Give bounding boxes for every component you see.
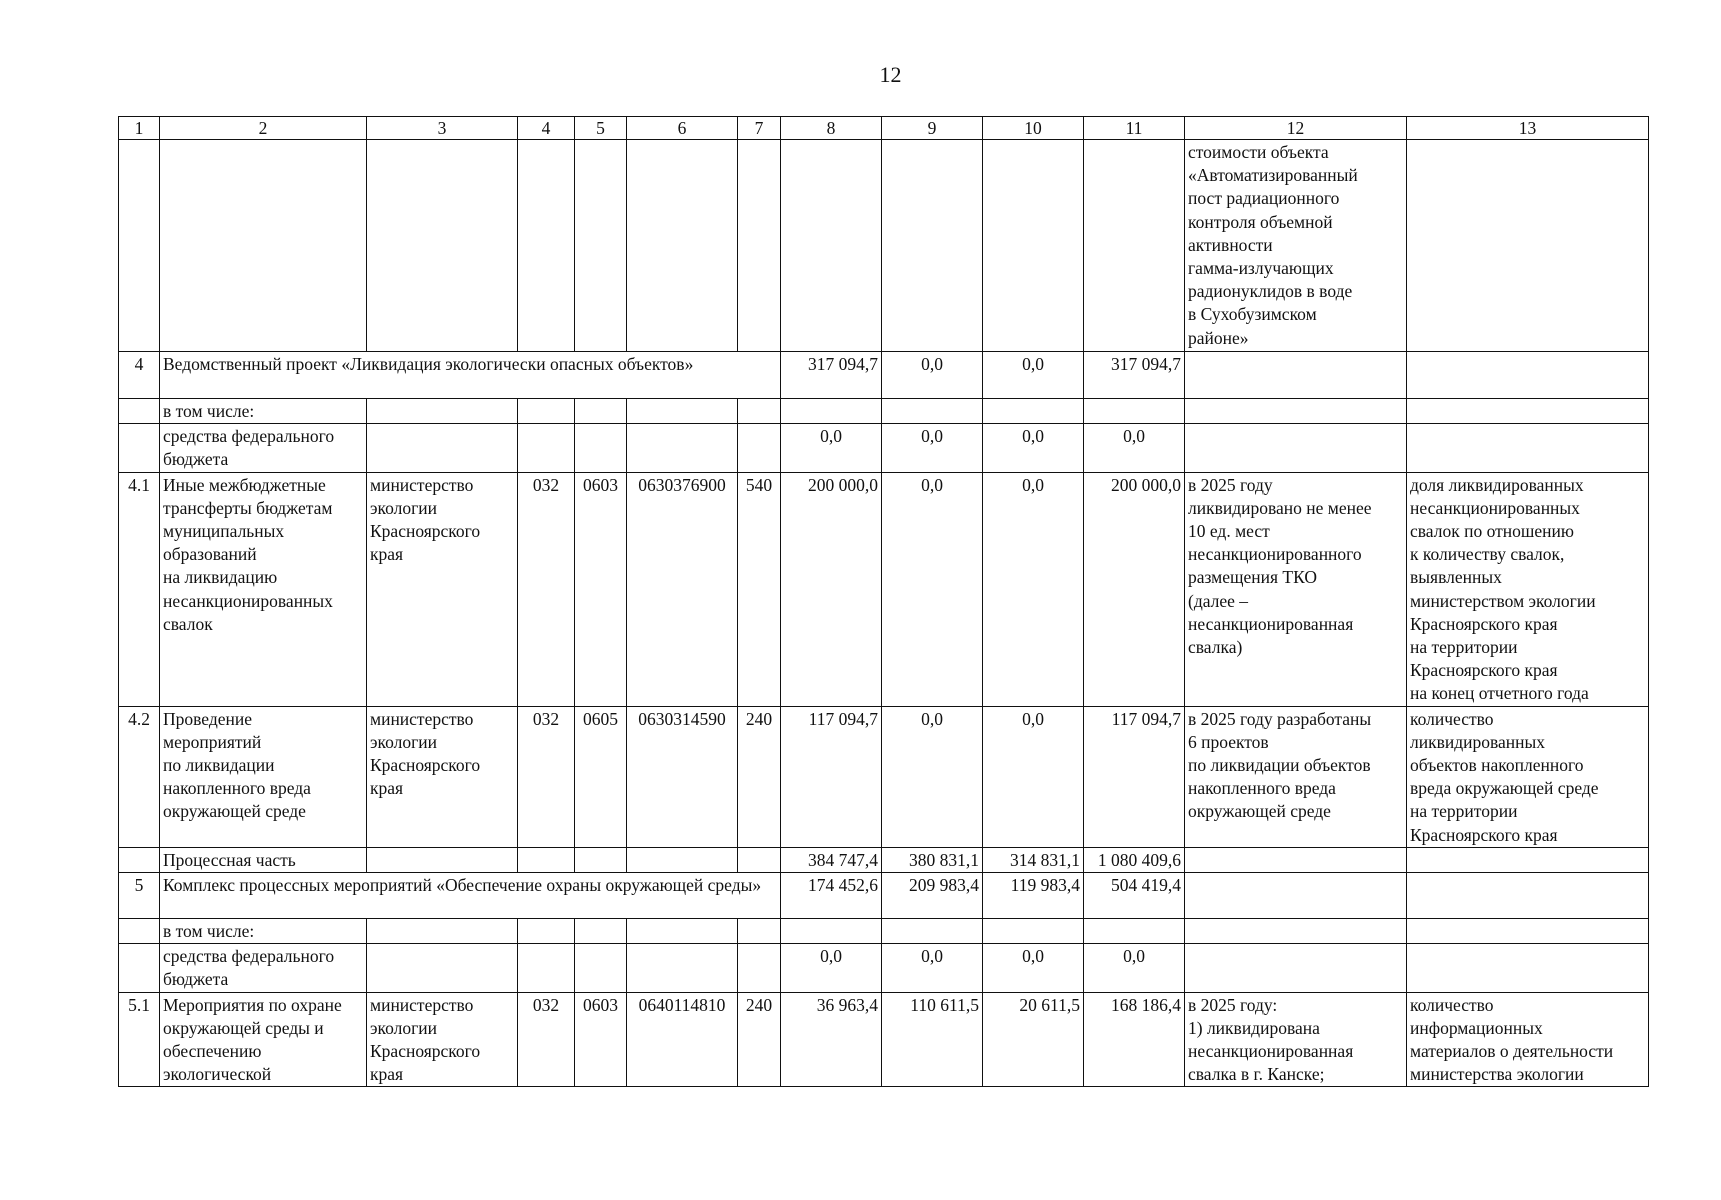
value-cell: 0,0: [882, 472, 983, 706]
program-table: [118, 116, 1649, 1087]
federal-budget-label: средства федерального бюджета: [160, 424, 367, 472]
responsible-org: министерство экологии Красноярского края: [367, 706, 518, 847]
value-cell: 174 452,6: [781, 873, 882, 919]
value-cell: 117 094,7: [781, 706, 882, 847]
value-cell: 168 186,4: [1084, 992, 1185, 1087]
value-cell: 384 747,4: [781, 847, 882, 872]
col-header: 3: [367, 117, 518, 140]
result-cell: в 2025 году: 1) ликвидирована несанкционированная свалка в г. Канске;: [1185, 992, 1407, 1087]
value-cell: 200 000,0: [1084, 472, 1185, 706]
code-cell: 240: [738, 992, 781, 1087]
col-header: 10: [983, 117, 1084, 140]
table-row-including: [119, 399, 1649, 424]
value-cell: 0,0: [983, 472, 1084, 706]
responsible-org: министерство экологии Красноярского края: [367, 992, 518, 1087]
code-cell: 0640114810: [627, 992, 738, 1087]
code-cell: 032: [518, 992, 575, 1087]
code-cell: 240: [738, 706, 781, 847]
code-cell: 032: [518, 706, 575, 847]
value-cell: 110 611,5: [882, 992, 983, 1087]
result-cell: в 2025 году ликвидировано не менее 10 ед. мест несанкционированного размещения ТКО (далее – несанкционированная свалка): [1185, 472, 1407, 706]
header-row: [119, 117, 1649, 140]
col-header: 12: [1185, 117, 1407, 140]
value-cell: 1 080 409,6: [1084, 847, 1185, 872]
table-row-continuation: [119, 140, 1649, 352]
value-cell: 0,0: [882, 424, 983, 472]
value-cell: 380 831,1: [882, 847, 983, 872]
value-cell: 314 831,1: [983, 847, 1084, 872]
table-row-4-1: [119, 472, 1649, 706]
page-number: 12: [879, 62, 902, 87]
col-header: 11: [1084, 117, 1185, 140]
project-title: Ведомственный проект «Ликвидация экологически опасных объектов»: [160, 352, 781, 399]
indicator-cell: доля ликвидированных несанкционированных свалок по отношению к количеству свалок, выявленных министерством экологии Красноярского края на территории Красноярского края на конец отчетного года: [1407, 472, 1649, 706]
value-cell: 0,0: [983, 352, 1084, 399]
table-row-including: [119, 919, 1649, 944]
value-cell: 0,0: [781, 424, 882, 472]
federal-budget-label: средства федерального бюджета: [160, 944, 367, 992]
table-row-project-4: [119, 352, 1649, 399]
value-cell: 0,0: [983, 424, 1084, 472]
code-cell: 0603: [575, 992, 627, 1087]
table-row-4-2: [119, 706, 1649, 847]
code-cell: 032: [518, 472, 575, 706]
value-cell: 20 611,5: [983, 992, 1084, 1087]
value-cell: 36 963,4: [781, 992, 882, 1087]
col-header: 7: [738, 117, 781, 140]
code-cell: 540: [738, 472, 781, 706]
col-header: 6: [627, 117, 738, 140]
code-cell: 0605: [575, 706, 627, 847]
value-cell: 0,0: [882, 352, 983, 399]
activity-name: Проведение мероприятий по ликвидации накопленного вреда окружающей среде: [160, 706, 367, 847]
table-row-federal: [119, 424, 1649, 472]
value-cell: 317 094,7: [781, 352, 882, 399]
table-row-complex-5: [119, 873, 1649, 919]
value-cell: 0,0: [1084, 944, 1185, 992]
including-label: в том числе:: [160, 399, 367, 424]
col-header: 13: [1407, 117, 1649, 140]
table-row-process-part: [119, 847, 1649, 872]
col-header: 2: [160, 117, 367, 140]
row-number: 5.1: [119, 992, 160, 1087]
col-header: 1: [119, 117, 160, 140]
value-cell: 317 094,7: [1084, 352, 1185, 399]
value-cell: 0,0: [781, 944, 882, 992]
value-cell: 0,0: [983, 944, 1084, 992]
table-row-federal: [119, 944, 1649, 992]
row-number: 4: [119, 352, 160, 399]
value-cell: 209 983,4: [882, 873, 983, 919]
value-cell: 0,0: [882, 706, 983, 847]
table-row-5-1: [119, 992, 1649, 1087]
process-part-label: Процессная часть: [160, 847, 367, 872]
col-header: 4: [518, 117, 575, 140]
code-cell: 0630376900: [627, 472, 738, 706]
value-cell: 0,0: [882, 944, 983, 992]
row-number: 5: [119, 873, 160, 919]
activity-name: Мероприятия по охране окружающей среды и обеспечению экологической: [160, 992, 367, 1087]
activity-name: Иные межбюджетные трансферты бюджетам муниципальных образований на ликвидацию несанкционированных свалок: [160, 472, 367, 706]
code-cell: 0603: [575, 472, 627, 706]
indicator-cell: количество ликвидированных объектов накопленного вреда окружающей среде на территории Красноярского края: [1407, 706, 1649, 847]
result-cell: стоимости объекта «Автоматизированный пост радиационного контроля объемной активности гамма-излучающих радионуклидов в воде в Сухобузимском районе»: [1185, 140, 1407, 352]
value-cell: 0,0: [1084, 424, 1185, 472]
value-cell: 504 419,4: [1084, 873, 1185, 919]
responsible-org: министерство экологии Красноярского края: [367, 472, 518, 706]
col-header: 5: [575, 117, 627, 140]
code-cell: 0630314590: [627, 706, 738, 847]
value-cell: 117 094,7: [1084, 706, 1185, 847]
value-cell: 0,0: [983, 706, 1084, 847]
col-header: 9: [882, 117, 983, 140]
row-number: 4.1: [119, 472, 160, 706]
value-cell: 200 000,0: [781, 472, 882, 706]
row-number: 4.2: [119, 706, 160, 847]
complex-title: Комплекс процессных мероприятий «Обеспечение охраны окружающей среды»: [160, 873, 781, 919]
including-label: в том числе:: [160, 919, 367, 944]
value-cell: 119 983,4: [983, 873, 1084, 919]
col-header: 8: [781, 117, 882, 140]
indicator-cell: количество информационных материалов о деятельности министерства экологии: [1407, 992, 1649, 1087]
result-cell: в 2025 году разработаны 6 проектов по ликвидации объектов накопленного вреда окружающей среде: [1185, 706, 1407, 847]
